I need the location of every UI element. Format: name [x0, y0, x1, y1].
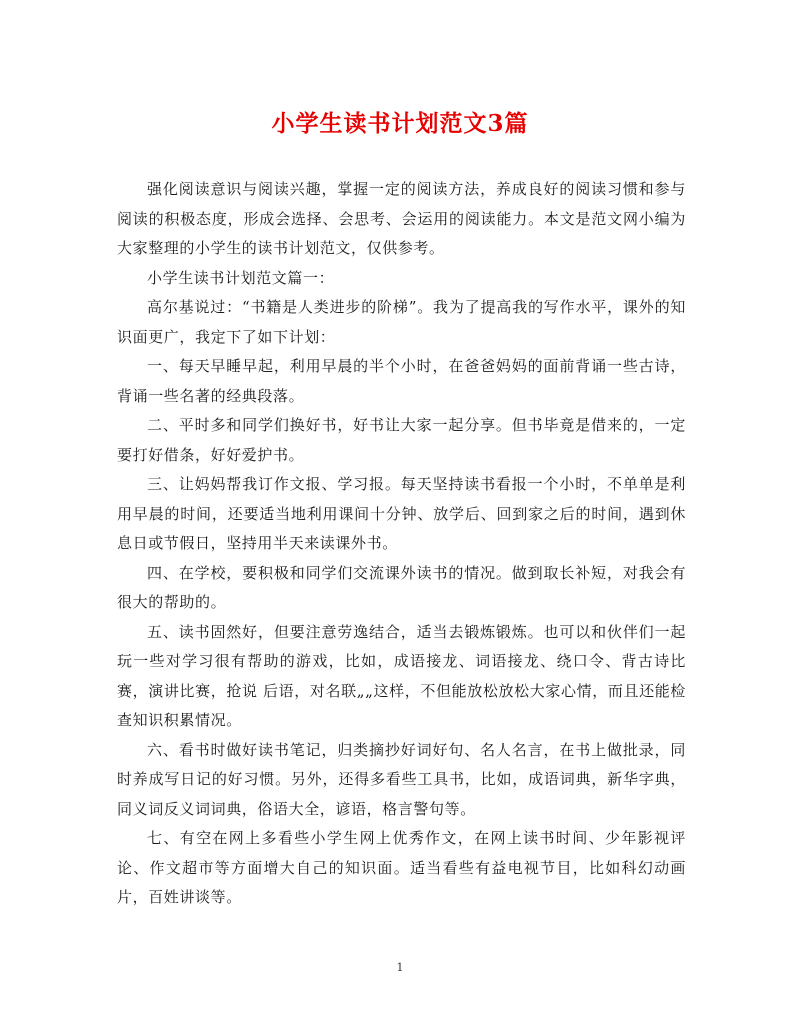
paragraph-item-6: 六、看书时做好读书笔记，归类摘抄好词好句、名人名言，在书上做批录，同时养成写日记的好习惯。另外，还得多看些工具书，比如，成语词典，新华字典，同义词反义词词典，俗语大全，谚语，格言警句等。 [117, 740, 686, 818]
page-number: 1 [396, 961, 404, 974]
document-body [117, 175, 686, 913]
paragraph-item-1: 一、每天早睡早起，利用早晨的半个小时，在爸爸妈妈的面前背诵一些古诗，背诵一些名著的经典段落。 [117, 357, 686, 405]
paragraph-item-3: 三、让妈妈帮我订作文报、学习报。每天坚持读书看报一个小时，不单单是利用早晨的时间，还要适当地利用课间十分钟、放学后、回到家之后的时间，遇到休息日或节假日，坚持用半天来读课外书。 [117, 475, 686, 552]
paragraph-item-2: 二、平时多和同学们换好书，好书让大家一起分享。但书毕竟是借来的，一定要打好借条，好好爱护书。 [117, 416, 686, 464]
paragraph-intro: 强化阅读意识与阅读兴趣，掌握一定的阅读方法，养成良好的阅读习惯和参与阅读的积极态度，形成会选择、会思考、会运用的阅读能力。本文是范文网小编为大家整理的小学生的读书计划范文，仅供参考。 [117, 180, 686, 257]
paragraph-item-4: 四、在学校，要积极和同学们交流课外读书的情况。做到取长补短，对我会有很大的帮助的。 [117, 563, 686, 611]
paragraph-section-heading: 小学生读书计划范文篇一： [147, 268, 335, 287]
document-title: 小学生读书计划范文3篇 [271, 110, 529, 137]
paragraph-item-5: 五、读书固然好，但要注意劳逸结合，适当去锻炼锻炼。也可以和伙伴们一起玩一些对学习很有帮助的游戏，比如，成语接龙、词语接龙、绕口令、背古诗比赛，演讲比赛，抢说 后语，对名联„„这样，不但能放松放松大家心情，而且还能检查知识积累情况。 [117, 622, 686, 729]
paragraph-item-7: 七、有空在网上多看些小学生网上优秀作文，在网上读书时间、少年影视评论、作文超市等方面增大自己的知识面。适当看些有益电视节目，比如科幻动画片，百姓讲谈等。 [117, 829, 686, 906]
paragraph-gorky-quote: 高尔基说过：“书籍是人类进步的阶梯”。我为了提高我的写作水平，课外的知识面更广，我定下了如下计划： [117, 298, 686, 346]
